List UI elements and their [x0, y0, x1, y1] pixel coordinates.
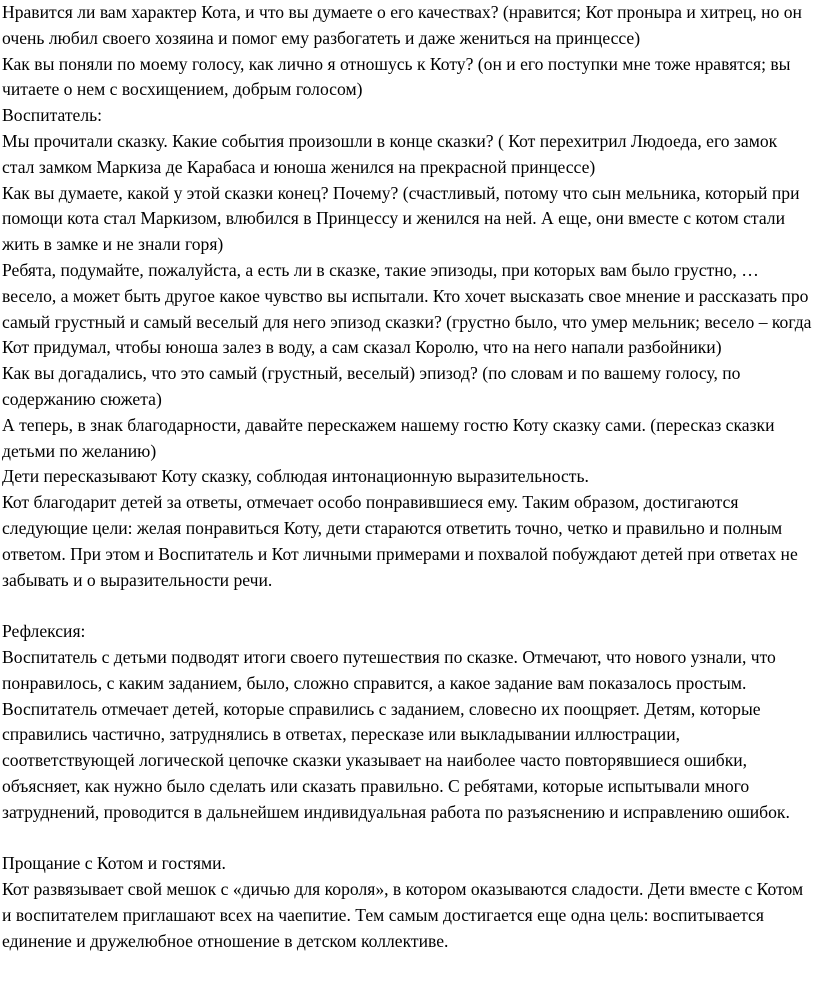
paragraph: Воспитатель с детьми подводят итоги своего путешествия по сказке. Отмечают, что нового узнали, что понравилось, с каким заданием, было, сложно справится, а какое задание вам показалось простым. Воспитатель отмечает детей, которые справились с заданием, словесно их поощряет. Детям, которые справились частично, затруднялись в ответах, пересказе или выкладывании иллюстрации, соответствующей логической цепочке сказки указывает на наиболее часто повторявшиеся ошибки, объясняет, как нужно было сделать или сказать правильно. С ребятами, которые испытывали много затруднений, проводится в дальнейшем индивидуальная работа по разъяснению и исправлению ошибок. — [2, 646, 790, 822]
paragraph: Воспитатель: — [2, 105, 103, 126]
paragraph: А теперь, в знак благодарности, давайте перескажем нашему гостю Коту сказку сами. (пересказ сказки детьми по желанию) — [2, 414, 775, 461]
section-heading-reflection: Рефлексия: — [2, 621, 86, 642]
paragraph: Нравится ли вам характер Кота, и что вы думаете о его качествах? (нравится; Кот проныра и хитрец, но он очень любил своего хозяина и помог ему разбогатеть и даже жениться на принцессе) — [2, 2, 802, 48]
paragraph: Кот развязывает свой мешок с «дичью для короля», в котором оказываются сладости. Дети вместе с Котом и воспитателем приглашают всех на чаепитие. Тем самым достигается еще одна цель: воспитывается единение и дружелюбное отношение в детском коллективе. — [2, 879, 804, 951]
paragraph: Как вы думаете, какой у этой сказки конец? Почему? (счастливый, потому что сын мельника, который при помощи кота стал Маркизом, влюбился в Принцессу и женился на ней. А еще, они вместе с котом стали жить в замке и не знали горя) — [2, 182, 800, 255]
blank-line — [2, 826, 814, 852]
paragraph: Ребята, подумайте, пожалуйста, а есть ли в сказке, такие эпизоды, при которых вам было грустно, … весело, а может быть другое какое чувство вы испытали. Кто хочет высказать свое мнение и рассказать про самый грустный и самый веселый для него эпизод сказки? (грустно было, что умер мельник; весело – когда Кот придумал, чтобы юноша залез в воду, а сам сказал Королю, что на него напали разбойники) — [2, 259, 812, 358]
paragraph: Кот благодарит детей за ответы, отмечает особо понравившиеся ему. Таким образом, достигаются следующие цели: желая понравиться Коту, дети стараются ответить точно, четко и правильно и полным ответом. При этом и Воспитатель и Кот личными примерами и похвалой побуждают детей при ответах не забывать и о выразительности речи. — [2, 492, 798, 590]
paragraph: Как вы догадались, что это самый (грустный, веселый) эпизод? (по словам и по вашему голосу, по содержанию сюжета) — [2, 363, 741, 409]
paragraph: Мы прочитали сказку. Какие события произошли в конце сказки? ( Кот перехитрил Людоеда, его замок стал замком Маркиза де Карабаса и юноша женился на прекрасной принцессе) — [2, 130, 778, 177]
blank-line — [2, 593, 814, 619]
paragraph: Как вы поняли по моему голосу, как лично я отношусь к Коту? (он и его поступки мне тоже нравятся; вы читаете о нем с восхищением, добрым голосом) — [2, 53, 791, 100]
paragraph: Дети пересказывают Коту сказку, соблюдая интонационную выразительность. — [2, 466, 589, 487]
section-heading-farewell: Прощание с Котом и гостями. — [2, 853, 226, 874]
